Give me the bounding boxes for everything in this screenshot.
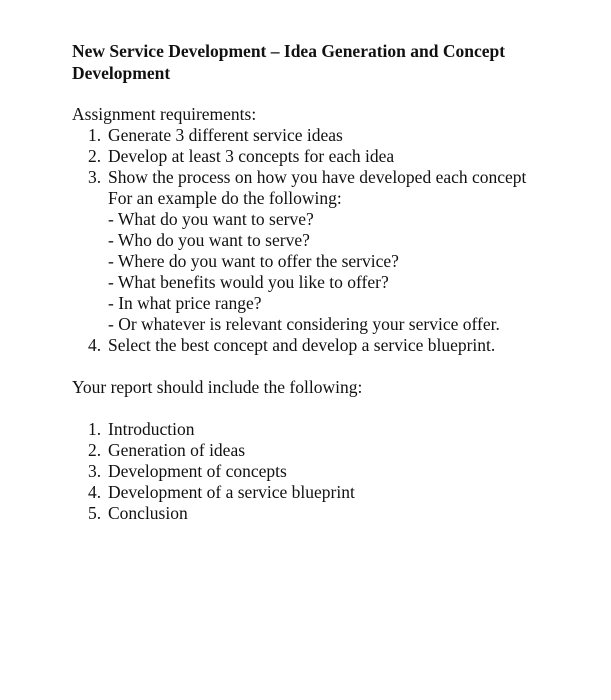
list-item [72, 146, 572, 167]
list-item-text: Generation of ideas [108, 440, 246, 460]
example-intro: For an example do the following: [108, 188, 342, 208]
list-item-number: 4. [88, 335, 102, 355]
list-item [72, 440, 572, 461]
list-item-number: 1. [88, 419, 102, 439]
example-item: - Or whatever is relevant considering your service offer. [108, 314, 500, 334]
example-item: - Where do you want to offer the service? [108, 251, 399, 271]
list-item [72, 482, 572, 503]
list-item-number: 3. [88, 461, 102, 481]
requirements-heading: Assignment requirements: [72, 104, 257, 124]
list-item-number: 3. [88, 167, 102, 187]
list-item-text: Show the process on how you have developed each concept [108, 167, 527, 187]
example-item: - Who do you want to serve? [108, 230, 310, 250]
list-item-text: Select the best concept and develop a service blueprint. [108, 335, 496, 355]
document-page [72, 40, 572, 524]
list-item-text: Develop at least 3 concepts for each idea [108, 146, 395, 166]
list-item [72, 461, 572, 482]
requirements-list [72, 125, 572, 356]
list-item-number: 4. [88, 482, 102, 502]
list-item [72, 335, 572, 356]
list-item-text: Introduction [108, 419, 195, 439]
list-item [72, 125, 572, 146]
example-item: - In what price range? [108, 293, 262, 313]
report-heading: Your report should include the following: [72, 377, 363, 397]
list-item [72, 167, 572, 188]
list-item [72, 503, 572, 524]
list-item-text: Generate 3 different service ideas [108, 125, 343, 145]
example-item: - What do you want to serve? [108, 209, 314, 229]
list-item-text: Conclusion [108, 503, 188, 523]
example-item: - What benefits would you like to offer? [108, 272, 389, 292]
list-item-text: Development of a service blueprint [108, 482, 355, 502]
document-title: New Service Development – Idea Generation and Concept Development [72, 41, 506, 83]
report-list [72, 419, 572, 524]
list-item-number: 2. [88, 146, 102, 166]
list-item-text: Development of concepts [108, 461, 287, 481]
list-item [72, 419, 572, 440]
list-item-number: 5. [88, 503, 102, 523]
list-item-number: 2. [88, 440, 102, 460]
list-item-number: 1. [88, 125, 102, 145]
